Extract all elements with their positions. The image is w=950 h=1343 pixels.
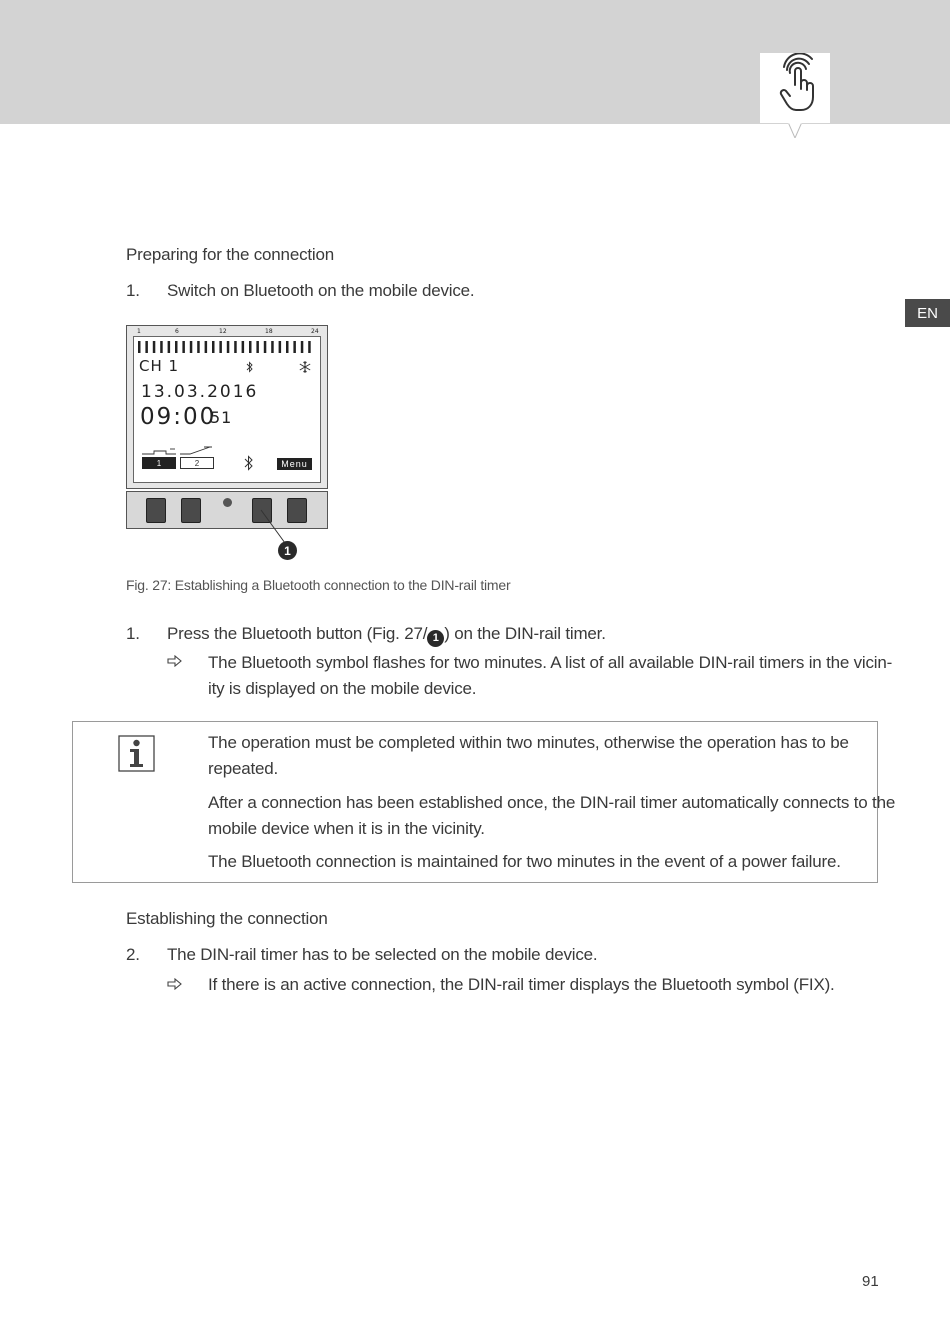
result-text: The Bluetooth symbol flashes for two minutes. A list of all available DIN-rail timers in the vicin- [208,653,893,672]
seconds-display: 51 [210,408,233,427]
step-text [167,621,606,647]
tab-pointer [788,122,802,138]
step-number: 2. [126,945,140,964]
timer-button-panel [126,491,328,529]
chapter-tab [760,53,830,123]
step-text-part: ) on the DIN-rail timer. [444,624,606,643]
info-icon [118,735,155,772]
status-led [223,498,232,507]
language-tab: EN [905,299,950,327]
callout-marker-inline: 1 [427,630,444,647]
timer-button[interactable] [146,498,166,523]
scale-label: 18 [265,328,273,335]
hour-bars [138,340,318,354]
step-text: The DIN-rail timer has to be selected on the mobile device. [167,945,598,964]
scale-label: 24 [311,328,319,335]
callout-marker: 1 [278,541,297,560]
time-display: 09:00 [140,404,217,430]
switch-state-icons [142,443,217,457]
note-text: The Bluetooth connection is maintained for two minutes in the event of a power failure. [208,852,841,871]
result-text: If there is an active connection, the DIN-rail timer displays the Bluetooth symbol (FIX). [208,975,835,994]
date-display: 13.03.2016 [141,382,259,402]
page-number: 91 [862,1273,879,1290]
note-text: mobile device when it is in the vicinity. [208,819,485,838]
touch-hand-icon [760,53,830,123]
section-heading-establishing: Establishing the connection [126,909,328,928]
bluetooth-icon [246,361,254,373]
scale-label: 12 [219,328,227,335]
scale-label: 6 [175,328,179,335]
step-text: Switch on Bluetooth on the mobile device. [167,281,475,300]
figure-caption: Fig. 27: Establishing a Bluetooth connection to the DIN-rail timer [126,577,511,593]
timer-button[interactable] [181,498,201,523]
scale-label: 1 [137,328,141,335]
step-number: 1. [126,624,140,643]
step-text-part: Press the Bluetooth button (Fig. 27/ [167,624,428,643]
callout-line [255,505,295,545]
result-text: ity is displayed on the mobile device. [208,679,477,698]
program-1-indicator: 1 [142,457,176,469]
note-text: The operation must be completed within two minutes, otherwise the operation has to be [208,733,849,752]
note-text: After a connection has been established once, the DIN-rail timer automatically connects to the [208,793,896,812]
bluetooth-icon [244,455,254,471]
timer-display-frame [126,325,328,489]
snowflake-icon [298,360,312,374]
result-arrow-icon [167,978,183,990]
section-heading-preparing: Preparing for the connection [126,245,334,264]
info-note [72,721,896,883]
note-text: repeated. [208,759,279,778]
step-number: 1. [126,281,140,300]
program-2-indicator: 2 [180,457,214,469]
result-arrow-icon [167,655,183,667]
lcd-screen [133,336,321,483]
menu-label: Menu [277,458,312,470]
channel-label: CH 1 [139,357,180,375]
